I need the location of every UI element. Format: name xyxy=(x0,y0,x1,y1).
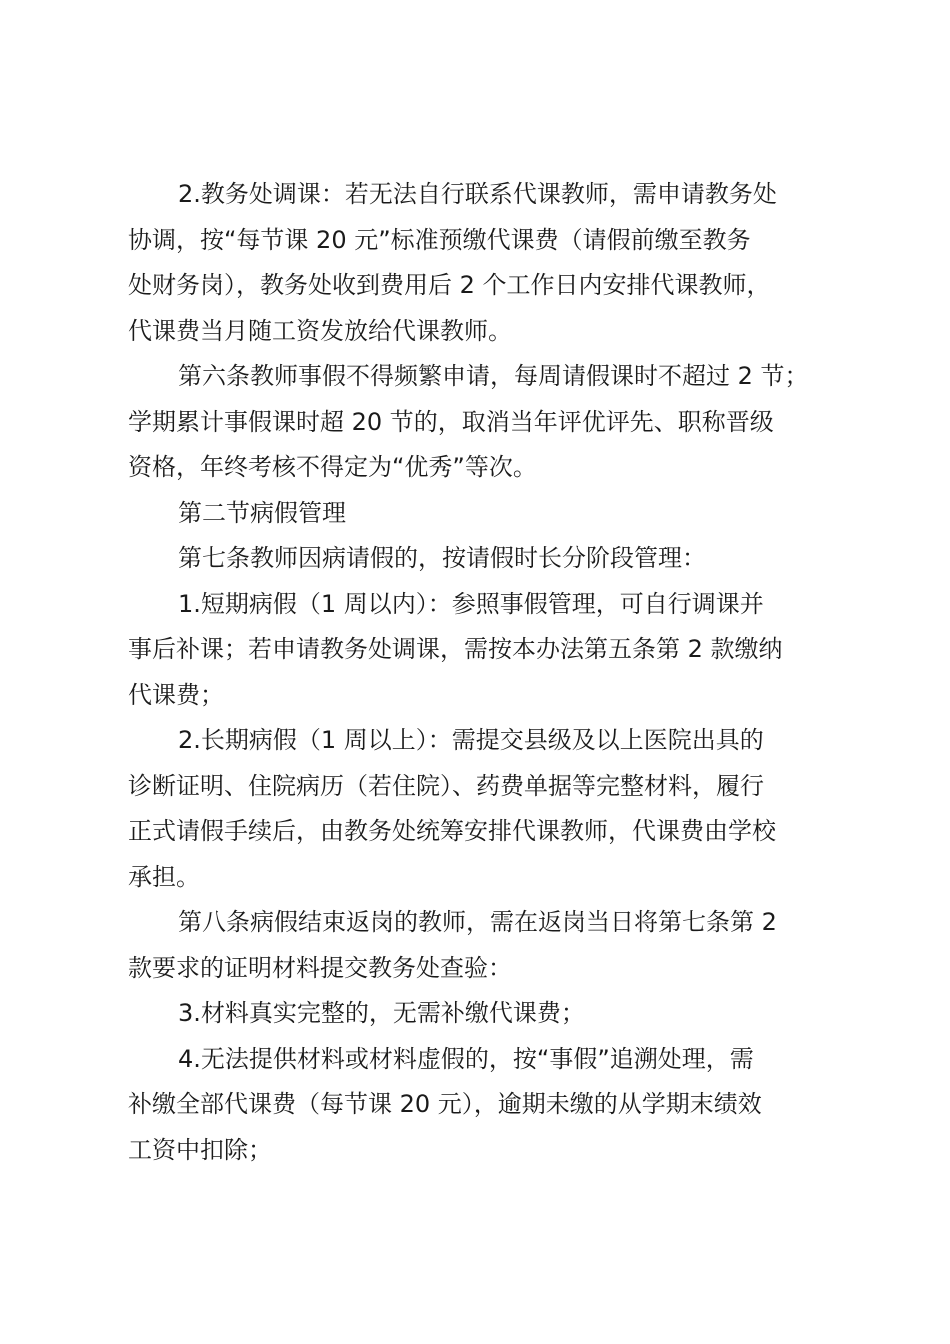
document-body xyxy=(128,172,828,1173)
paragraph-line: 工资中扣除； xyxy=(128,1135,272,1164)
paragraph-line: 处财务岗），教务处收到费用后 2 个工作日内安排代课教师， xyxy=(128,271,771,299)
paragraph-line: 4.无法提供材料或材料虚假的，按“事假”追溯处理，需 xyxy=(178,1044,754,1073)
paragraph-line: 3.材料真实完整的，无需补缴代课费； xyxy=(178,999,585,1027)
paragraph-line: 事后补课；若申请教务处调课，需按本办法第五条第 2 款缴纳 xyxy=(128,635,783,663)
section-heading: 第二节病假管理 xyxy=(178,498,346,527)
paragraph-line: 正式请假手续后，由教务处统筹安排代课教师，代课费由学校 xyxy=(128,817,776,845)
paragraph-line: 代课费； xyxy=(128,680,224,709)
paragraph-line: 承担。 xyxy=(128,862,200,891)
paragraph-line: 第七条教师因病请假的，按请假时长分阶段管理： xyxy=(178,544,706,572)
paragraph-line: 诊断证明、住院病历（若住院）、药费单据等完整材料，履行 xyxy=(128,771,764,800)
paragraph-line: 补缴全部代课费（每节课 20 元），逾期未缴的从学期末绩效 xyxy=(128,1090,762,1118)
paragraph-line: 协调，按“每节课 20 元”标准预缴代课费（请假前缴至教务 xyxy=(128,225,751,254)
paragraph-line: 2.教务处调课：若无法自行联系代课教师，需申请教务处 xyxy=(178,180,777,208)
paragraph-line: 资格，年终考核不得定为“优秀”等次。 xyxy=(128,453,537,481)
paragraph-line: 1.短期病假（1 周以内）：参照事假管理，可自行调课并 xyxy=(178,589,764,618)
paragraph-line: 学期累计事假课时超 20 节的，取消当年评优评先、职称晋级 xyxy=(128,407,774,436)
paragraph-line: 代课费当月随工资发放给代课教师。 xyxy=(128,316,512,345)
paragraph-line: 2.长期病假（1 周以上）：需提交县级及以上医院出具的 xyxy=(178,726,764,754)
paragraph-line: 第八条病假结束返岗的教师，需在返岗当日将第七条第 2 xyxy=(178,908,777,936)
paragraph-line: 款要求的证明材料提交教务处查验： xyxy=(128,953,512,982)
paragraph-line: 第六条教师事假不得频繁申请，每周请假课时不超过 2 节； xyxy=(178,362,809,390)
